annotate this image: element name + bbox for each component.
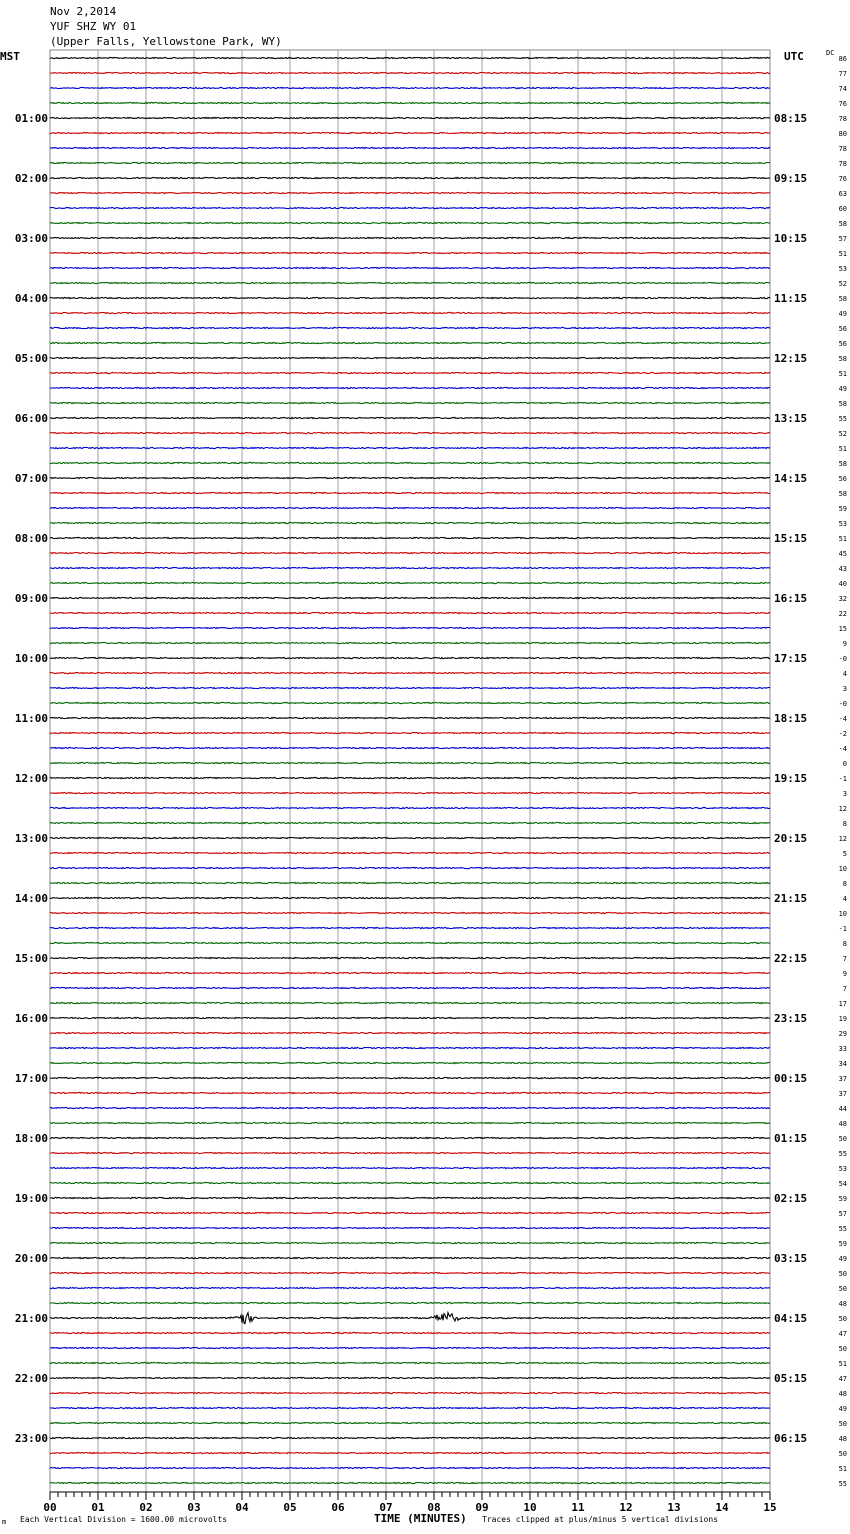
right-hour-label: 19:15 bbox=[774, 772, 808, 785]
left-hour-label: 20:00 bbox=[14, 1252, 48, 1265]
dc-offset-label: 50 bbox=[838, 1285, 847, 1293]
trace-line bbox=[50, 447, 770, 448]
dc-offset-label: 50 bbox=[838, 1270, 847, 1278]
trace-line bbox=[50, 957, 770, 958]
trace-line bbox=[50, 1107, 770, 1108]
dc-offset-label: 57 bbox=[838, 235, 847, 243]
dc-offset-label: 8 bbox=[842, 940, 847, 948]
trace-line bbox=[50, 1272, 770, 1273]
dc-offset-label: 0 bbox=[842, 760, 847, 768]
dc-offset-label: 50 bbox=[838, 1135, 847, 1143]
dc-offset-label: 78 bbox=[838, 160, 847, 168]
trace-line bbox=[50, 657, 770, 658]
trace-line bbox=[50, 717, 770, 718]
dc-offset-label: -4 bbox=[838, 745, 847, 753]
trace-line bbox=[50, 1482, 770, 1483]
right-hour-label: 16:15 bbox=[774, 592, 808, 605]
dc-offset-label: 50 bbox=[838, 1420, 847, 1428]
right-hour-label: 09:15 bbox=[774, 172, 808, 185]
right-hour-label: 03:15 bbox=[774, 1252, 808, 1265]
dc-offset-label: 9 bbox=[842, 640, 847, 648]
trace-line bbox=[50, 1287, 770, 1288]
right-hour-label: 14:15 bbox=[774, 472, 808, 485]
dc-offset-label: 76 bbox=[838, 100, 847, 108]
trace-line bbox=[50, 1182, 770, 1183]
dc-offset-label: 52 bbox=[838, 430, 847, 438]
trace-line bbox=[50, 207, 770, 208]
x-tick-label: 13 bbox=[667, 1501, 681, 1514]
left-hour-label: 23:00 bbox=[14, 1432, 48, 1445]
trace-line bbox=[50, 327, 770, 328]
trace-line bbox=[50, 417, 770, 418]
dc-offset-label: 56 bbox=[838, 325, 847, 333]
left-hour-label: 02:00 bbox=[14, 172, 48, 185]
right-hour-label: 04:15 bbox=[774, 1312, 808, 1325]
left-hour-label: 03:00 bbox=[14, 232, 48, 245]
dc-offset-label: 60 bbox=[838, 205, 847, 213]
dc-offset-label: 63 bbox=[838, 190, 847, 198]
dc-offset-label: 55 bbox=[838, 1225, 847, 1233]
trace-line bbox=[50, 102, 770, 103]
trace-line bbox=[50, 462, 770, 463]
trace-line bbox=[50, 567, 770, 568]
dc-offset-label: 37 bbox=[838, 1090, 847, 1098]
dc-offset-label: 10 bbox=[838, 865, 847, 873]
x-tick-label: 15 bbox=[763, 1501, 777, 1514]
left-hour-label: 04:00 bbox=[14, 292, 48, 305]
trace-line bbox=[50, 1302, 770, 1303]
dc-offset-label: 51 bbox=[838, 445, 847, 453]
trace-line bbox=[50, 972, 770, 973]
dc-offset-label: 50 bbox=[838, 1315, 847, 1323]
left-timezone-label: MST bbox=[0, 50, 20, 63]
trace-line bbox=[50, 132, 770, 133]
trace-line bbox=[50, 72, 770, 73]
trace-line bbox=[50, 627, 770, 628]
dc-offset-label: 3 bbox=[842, 790, 847, 798]
trace-line bbox=[50, 1452, 770, 1453]
dc-offset-label: 51 bbox=[838, 370, 847, 378]
trace-line bbox=[50, 552, 770, 553]
left-hour-label: 12:00 bbox=[14, 772, 48, 785]
dc-offset-label: 55 bbox=[838, 1480, 847, 1488]
x-axis-title: TIME (MINUTES) bbox=[374, 1512, 467, 1525]
trace-line bbox=[50, 1152, 770, 1153]
dc-offset-label: -4 bbox=[838, 715, 847, 723]
footer-glyph: m bbox=[2, 1518, 7, 1526]
trace-line bbox=[50, 57, 770, 58]
left-hour-label: 22:00 bbox=[14, 1372, 48, 1385]
trace-line bbox=[50, 867, 770, 868]
trace-line bbox=[50, 312, 770, 313]
dc-offset-label: 80 bbox=[838, 130, 847, 138]
dc-offset-label: 56 bbox=[838, 340, 847, 348]
dc-offset-label: 45 bbox=[838, 550, 847, 558]
dc-offset-label: 4 bbox=[842, 670, 847, 678]
trace-line bbox=[50, 1437, 770, 1438]
dc-offset-label: 55 bbox=[838, 1150, 847, 1158]
dc-offset-label: 40 bbox=[838, 580, 847, 588]
x-tick-label: 09 bbox=[475, 1501, 489, 1514]
trace-line bbox=[50, 1313, 770, 1324]
x-tick-label: 08 bbox=[427, 1501, 441, 1514]
dc-offset-label: 7 bbox=[842, 955, 847, 963]
scale-note: Each Vertical Division = 1600.00 microvolts bbox=[20, 1515, 228, 1524]
trace-line bbox=[50, 162, 770, 163]
dc-offset-label: 3 bbox=[842, 685, 847, 693]
plot-frame bbox=[50, 50, 770, 1492]
trace-line bbox=[50, 1362, 770, 1363]
dc-offset-label: 43 bbox=[838, 565, 847, 573]
dc-offset-label: 17 bbox=[838, 1000, 847, 1008]
trace-line bbox=[50, 1257, 770, 1258]
dc-offset-label: 58 bbox=[838, 220, 847, 228]
dc-offset-label: 86 bbox=[838, 55, 847, 63]
dc-label: DC bbox=[826, 49, 835, 57]
dc-offset-label: 5 bbox=[842, 850, 847, 858]
trace-line bbox=[50, 942, 770, 943]
left-hour-label: 21:00 bbox=[14, 1312, 48, 1325]
dc-offset-label: 57 bbox=[838, 1210, 847, 1218]
trace-line bbox=[50, 1032, 770, 1033]
dc-offset-label: 53 bbox=[838, 520, 847, 528]
left-hour-label: 05:00 bbox=[14, 352, 48, 365]
left-hour-label: 17:00 bbox=[14, 1072, 48, 1085]
trace-line bbox=[50, 402, 770, 403]
dc-offset-label: -1 bbox=[838, 775, 847, 783]
trace-line bbox=[50, 1407, 770, 1408]
dc-offset-label: 34 bbox=[838, 1060, 847, 1068]
right-hour-label: 20:15 bbox=[774, 832, 808, 845]
dc-offset-label: 58 bbox=[838, 295, 847, 303]
x-tick-label: 04 bbox=[235, 1501, 249, 1514]
trace-line bbox=[50, 432, 770, 433]
right-hour-label: 21:15 bbox=[774, 892, 808, 905]
left-hour-label: 19:00 bbox=[14, 1192, 48, 1205]
dc-offset-label: 15 bbox=[838, 625, 847, 633]
left-hour-label: 08:00 bbox=[14, 532, 48, 545]
trace-line bbox=[50, 1467, 770, 1468]
x-tick-label: 00 bbox=[43, 1501, 57, 1514]
x-tick-label: 02 bbox=[139, 1501, 153, 1514]
right-timezone-label: UTC bbox=[784, 50, 804, 63]
trace-line bbox=[50, 237, 770, 238]
trace-line bbox=[50, 252, 770, 253]
trace-line bbox=[50, 1422, 770, 1423]
trace-line bbox=[50, 987, 770, 988]
dc-offset-label: 44 bbox=[838, 1105, 847, 1113]
dc-offset-label: 74 bbox=[838, 85, 847, 93]
left-hour-label: 14:00 bbox=[14, 892, 48, 905]
dc-offset-label: 59 bbox=[838, 1240, 847, 1248]
dc-offset-label: 51 bbox=[838, 1360, 847, 1368]
right-hour-label: 02:15 bbox=[774, 1192, 808, 1205]
dc-offset-label: -0 bbox=[838, 655, 847, 663]
dc-offset-label: 76 bbox=[838, 175, 847, 183]
dc-offset-label: -0 bbox=[838, 700, 847, 708]
dc-offset-label: 12 bbox=[838, 835, 847, 843]
trace-line bbox=[50, 177, 770, 178]
trace-line bbox=[50, 267, 770, 268]
trace-line bbox=[50, 1227, 770, 1228]
dc-offset-label: 4 bbox=[842, 895, 847, 903]
trace-line bbox=[50, 192, 770, 193]
trace-line bbox=[50, 897, 770, 898]
right-hour-label: 11:15 bbox=[774, 292, 808, 305]
x-tick-label: 10 bbox=[523, 1501, 537, 1514]
clip-note: Traces clipped at plus/minus 5 vertical divisions bbox=[482, 1515, 719, 1524]
trace-line bbox=[50, 747, 770, 748]
dc-offset-label: -1 bbox=[838, 925, 847, 933]
trace-line bbox=[50, 807, 770, 808]
right-hour-label: 22:15 bbox=[774, 952, 808, 965]
dc-offset-label: 10 bbox=[838, 910, 847, 918]
trace-line bbox=[50, 1212, 770, 1213]
trace-line bbox=[50, 1137, 770, 1138]
right-hour-label: 00:15 bbox=[774, 1072, 808, 1085]
dc-offset-label: 56 bbox=[838, 475, 847, 483]
dc-offset-label: 78 bbox=[838, 145, 847, 153]
dc-offset-label: 51 bbox=[838, 1465, 847, 1473]
trace-line bbox=[50, 852, 770, 853]
trace-line bbox=[50, 672, 770, 673]
dc-offset-label: 32 bbox=[838, 595, 847, 603]
trace-line bbox=[50, 687, 770, 688]
dc-offset-label: 54 bbox=[838, 1180, 847, 1188]
trace-line bbox=[50, 762, 770, 763]
right-hour-label: 13:15 bbox=[774, 412, 808, 425]
trace-line bbox=[50, 597, 770, 598]
dc-offset-label: 58 bbox=[838, 490, 847, 498]
dc-offset-label: 8 bbox=[842, 820, 847, 828]
trace-line bbox=[50, 1347, 770, 1348]
trace-line bbox=[50, 87, 770, 88]
left-hour-label: 13:00 bbox=[14, 832, 48, 845]
trace-line bbox=[50, 537, 770, 538]
right-hour-label: 12:15 bbox=[774, 352, 808, 365]
dc-offset-label: 48 bbox=[838, 1435, 847, 1443]
dc-offset-label: 22 bbox=[838, 610, 847, 618]
plot-date: Nov 2,2014 bbox=[50, 5, 117, 18]
dc-offset-label: 51 bbox=[838, 535, 847, 543]
right-hour-label: 01:15 bbox=[774, 1132, 808, 1145]
left-hour-label: 01:00 bbox=[14, 112, 48, 125]
x-tick-label: 06 bbox=[331, 1501, 345, 1514]
trace-line bbox=[50, 117, 770, 118]
x-tick-label: 05 bbox=[283, 1501, 297, 1514]
x-tick-label: 07 bbox=[379, 1501, 393, 1514]
dc-offset-label: 55 bbox=[838, 415, 847, 423]
x-tick-label: 01 bbox=[91, 1501, 105, 1514]
trace-line bbox=[50, 507, 770, 508]
dc-offset-label: 49 bbox=[838, 1405, 847, 1413]
right-hour-label: 15:15 bbox=[774, 532, 808, 545]
trace-line bbox=[50, 1377, 770, 1378]
trace-line bbox=[50, 297, 770, 298]
dc-offset-label: 12 bbox=[838, 805, 847, 813]
left-hour-label: 09:00 bbox=[14, 592, 48, 605]
x-tick-label: 11 bbox=[571, 1501, 585, 1514]
left-hour-label: 10:00 bbox=[14, 652, 48, 665]
trace-line bbox=[50, 582, 770, 583]
trace-line bbox=[50, 1167, 770, 1168]
trace-line bbox=[50, 477, 770, 478]
trace-line bbox=[50, 882, 770, 883]
x-tick-label: 03 bbox=[187, 1501, 201, 1514]
trace-line bbox=[50, 822, 770, 823]
trace-line bbox=[50, 342, 770, 343]
trace-line bbox=[50, 927, 770, 928]
trace-line bbox=[50, 1242, 770, 1243]
trace-line bbox=[50, 1077, 770, 1078]
x-tick-label: 14 bbox=[715, 1501, 729, 1514]
trace-line bbox=[50, 522, 770, 523]
right-hour-label: 05:15 bbox=[774, 1372, 808, 1385]
dc-offset-label: 48 bbox=[838, 1300, 847, 1308]
time-grid bbox=[50, 50, 770, 1492]
trace-line bbox=[50, 837, 770, 838]
trace-line bbox=[50, 1092, 770, 1093]
dc-offset-label: 50 bbox=[838, 1450, 847, 1458]
dc-offset-label: 29 bbox=[838, 1030, 847, 1038]
dc-offset-label: 49 bbox=[838, 1255, 847, 1263]
dc-offset-label: 53 bbox=[838, 265, 847, 273]
x-tick-label: 12 bbox=[619, 1501, 633, 1514]
dc-offset-label: 47 bbox=[838, 1330, 847, 1338]
right-hour-label: 08:15 bbox=[774, 112, 808, 125]
trace-line bbox=[50, 387, 770, 388]
dc-offset-label: 59 bbox=[838, 1195, 847, 1203]
dc-offset-label: 58 bbox=[838, 460, 847, 468]
dc-offset-label: 59 bbox=[838, 505, 847, 513]
dc-offset-label: 77 bbox=[838, 70, 847, 78]
trace-line bbox=[50, 1062, 770, 1063]
trace-line bbox=[50, 1332, 770, 1333]
plot-location: (Upper Falls, Yellowstone Park, WY) bbox=[50, 35, 282, 48]
plot-station: YUF SHZ WY 01 bbox=[50, 20, 137, 33]
dc-offset-label: 37 bbox=[838, 1075, 847, 1083]
dc-offset-label: 49 bbox=[838, 385, 847, 393]
trace-line bbox=[50, 1002, 770, 1003]
trace-line bbox=[50, 792, 770, 793]
trace-line bbox=[50, 912, 770, 913]
right-hour-label: 23:15 bbox=[774, 1012, 808, 1025]
right-hour-label: 18:15 bbox=[774, 712, 808, 725]
dc-offset-label: 49 bbox=[838, 310, 847, 318]
dc-offset-label: 52 bbox=[838, 280, 847, 288]
dc-offset-label: 51 bbox=[838, 250, 847, 258]
dc-offset-label: 48 bbox=[838, 1390, 847, 1398]
trace-line bbox=[50, 357, 770, 358]
trace-line bbox=[50, 732, 770, 733]
trace-line bbox=[50, 1047, 770, 1048]
trace-line bbox=[50, 642, 770, 643]
dc-offset-label: 7 bbox=[842, 985, 847, 993]
left-hour-label: 15:00 bbox=[14, 952, 48, 965]
dc-offset-label: 8 bbox=[842, 880, 847, 888]
left-hour-label: 11:00 bbox=[14, 712, 48, 725]
seismic-traces bbox=[50, 57, 770, 1483]
dc-offset-label: 47 bbox=[838, 1375, 847, 1383]
trace-line bbox=[50, 1392, 770, 1393]
right-hour-label: 10:15 bbox=[774, 232, 808, 245]
trace-line bbox=[50, 222, 770, 223]
dc-offset-label: 58 bbox=[838, 400, 847, 408]
trace-line bbox=[50, 1122, 770, 1123]
left-hour-label: 07:00 bbox=[14, 472, 48, 485]
dc-offset-label: 78 bbox=[838, 115, 847, 123]
dc-offset-label: 50 bbox=[838, 1345, 847, 1353]
trace-line bbox=[50, 702, 770, 703]
trace-line bbox=[50, 1017, 770, 1018]
dc-offset-label: 9 bbox=[842, 970, 847, 978]
dc-offset-label: -2 bbox=[838, 730, 847, 738]
trace-line bbox=[50, 147, 770, 148]
right-hour-label: 17:15 bbox=[774, 652, 808, 665]
right-hour-label: 06:15 bbox=[774, 1432, 808, 1445]
dc-offset-label: 53 bbox=[838, 1165, 847, 1173]
trace-line bbox=[50, 492, 770, 493]
trace-line bbox=[50, 372, 770, 373]
left-hour-label: 18:00 bbox=[14, 1132, 48, 1145]
dc-offset-label: 19 bbox=[838, 1015, 847, 1023]
left-hour-label: 06:00 bbox=[14, 412, 48, 425]
dc-offset-label: 48 bbox=[838, 1120, 847, 1128]
trace-line bbox=[50, 777, 770, 778]
trace-line bbox=[50, 612, 770, 613]
trace-line bbox=[50, 1197, 770, 1198]
trace-line bbox=[50, 282, 770, 283]
dc-offset-label: 58 bbox=[838, 355, 847, 363]
dc-offset-label: 33 bbox=[838, 1045, 847, 1053]
time-axis bbox=[43, 1492, 776, 1514]
left-hour-label: 16:00 bbox=[14, 1012, 48, 1025]
